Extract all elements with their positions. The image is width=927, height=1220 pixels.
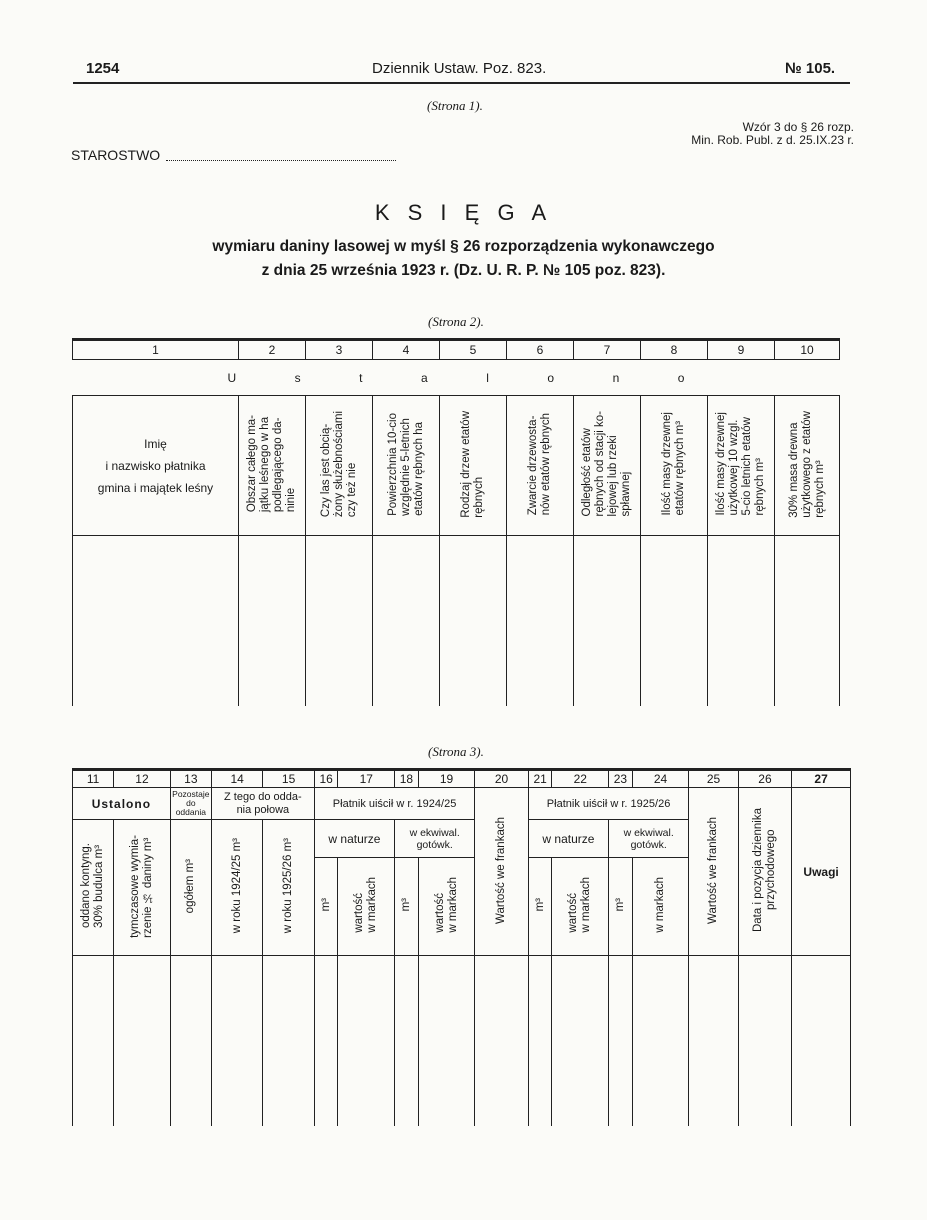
ustalono-spaced (73, 360, 840, 396)
ustalono-letter: a (421, 370, 428, 385)
blank-cell (738, 956, 792, 1126)
blank-entry-row (73, 956, 851, 1126)
unit-header (395, 858, 419, 956)
uwagi-header: Uwagi (792, 788, 851, 956)
col-number: 2 (239, 340, 306, 360)
col-number: 3 (306, 340, 373, 360)
col-number: 25 (689, 770, 738, 788)
ustalono-letter: s (294, 370, 301, 385)
blank-cell (552, 956, 609, 1126)
col-number: 6 (507, 340, 574, 360)
column-header (373, 396, 440, 536)
subtitle-line-2: z dnia 25 września 1923 r. (Dz. U. R. P. № 105 poz. 823). (261, 262, 666, 279)
col-number: 22 (552, 770, 609, 788)
blank-cell (708, 536, 775, 706)
header-text: oddano kontyng. 30% budulca m³ (80, 843, 106, 929)
column-number-row (73, 340, 840, 360)
header-text: Odległość etatów rębnych od stacji ko- lejowej lub rzeki spławnej (581, 411, 632, 517)
column-header (507, 396, 574, 536)
header-text: Ilość masy drzewnej użytkowej 10 wzgl. 5-cio letnich etatów rębnych m³ (715, 412, 766, 516)
book-subtitle (0, 235, 927, 283)
header-rule (73, 82, 850, 84)
w-ekwiwal-header: w ekwiwal. gotówk. (395, 820, 475, 858)
ustalono-letter: l (486, 370, 489, 385)
wzor-line-1: Wzór 3 do § 26 rozp. (742, 120, 854, 134)
group-header-row (73, 788, 851, 820)
blank-cell (395, 956, 419, 1126)
blank-cell (632, 956, 689, 1126)
column-header (306, 396, 373, 536)
header-text: Czy las jest obcią- żony służebnościami czy też nie (319, 410, 358, 518)
header-text: w roku 1924/25 m³ (230, 838, 243, 934)
col-number: 1 (73, 340, 239, 360)
blank-cell (775, 536, 840, 706)
col-number: 19 (418, 770, 475, 788)
column-header (170, 820, 211, 956)
strona-2-label: (Strona 2). (428, 314, 484, 329)
unit-header (632, 858, 689, 956)
header-text: 30% masa drewna użytkowego z etatów rębnych m³ (787, 410, 826, 518)
w-naturze-header: w naturze (314, 820, 394, 858)
blank-cell (373, 536, 440, 706)
starostwo-label: STAROSTWO (71, 147, 161, 163)
ustalono-header: Ustalono (73, 788, 171, 820)
unit-header (552, 858, 609, 956)
col-number: 18 (395, 770, 419, 788)
column-header (440, 396, 507, 536)
w-ekwiwal-header: w ekwiwal. gotówk. (609, 820, 689, 858)
ustalono-letter: U (227, 370, 237, 385)
col-number: 27 (792, 770, 851, 788)
starostwo-line (166, 159, 396, 161)
col-number: 5 (440, 340, 507, 360)
blank-cell (475, 956, 529, 1126)
header-text: m³ (613, 898, 626, 912)
subtitle-line-1: wymiaru daniny lasowej w myśl § 26 rozporządzenia wykonawczego (212, 238, 715, 255)
column-header (211, 820, 262, 956)
blank-cell (338, 956, 395, 1126)
wartosc-frankach-header (689, 788, 738, 956)
header-text: wartość w markach (567, 877, 593, 933)
col-number: 24 (632, 770, 689, 788)
blank-cell (114, 956, 171, 1126)
w-naturze-header: w naturze (528, 820, 608, 858)
column-number-row (73, 770, 851, 788)
ustalono-letter: o (547, 370, 555, 385)
platnik-1925-header: Płatnik uiścił w r. 1925/26 (528, 788, 689, 820)
header-text: Zwarcie drzewosta- nów etatów rębnych (527, 412, 552, 516)
column-header (574, 396, 641, 536)
header-text: m³ (399, 898, 412, 912)
header-text: Wartość we frankach (707, 816, 719, 924)
header-text: ogółem m³ (184, 858, 197, 914)
col-number: 8 (641, 340, 708, 360)
header-text: m³ (533, 898, 546, 912)
unit-header (418, 858, 475, 956)
blank-cell (170, 956, 211, 1126)
pozostaje-header: Pozostaje do oddania (170, 788, 211, 820)
blank-cell (574, 536, 641, 706)
column-header (263, 820, 314, 956)
unit-header (338, 858, 395, 956)
blank-cell (418, 956, 475, 1126)
col-number: 15 (263, 770, 314, 788)
header-text: Data i pozycja dziennika przychodowego (751, 807, 777, 932)
blank-cell (239, 536, 306, 706)
wartosc-frankach-header (475, 788, 529, 956)
col-number: 13 (170, 770, 211, 788)
blank-cell (73, 536, 239, 706)
col-number: 7 (574, 340, 641, 360)
data-pozycja-header (738, 788, 792, 956)
unit-header (314, 858, 338, 956)
blank-cell (73, 956, 114, 1126)
unit-header (528, 858, 552, 956)
col-number: 26 (738, 770, 792, 788)
blank-entry-row (73, 536, 840, 706)
header-text: m³ (319, 898, 332, 912)
header-text: wartość w markach (353, 877, 379, 933)
ustalono-letter: o (677, 370, 685, 385)
header-text: Rodzaj drzew etatów rębnych (460, 410, 485, 518)
blank-cell (263, 956, 314, 1126)
blank-cell (792, 956, 851, 1126)
header-text: Powierzchnia 10-cio względnie 5-letnich etatów rębnych ha (386, 412, 425, 516)
header-text: wartość w markach (433, 877, 459, 933)
blank-cell (641, 536, 708, 706)
name-header-line: gmina i majątek leśny (97, 480, 214, 495)
z-tego-header: Z tego do odda- nia połowa (211, 788, 314, 820)
col-number: 21 (528, 770, 552, 788)
wzor-note (650, 121, 854, 147)
blank-cell (306, 536, 373, 706)
header-text: w roku 1925/26 m³ (282, 838, 295, 934)
platnik-1924-header: Płatnik uiścił w r. 1924/25 (314, 788, 475, 820)
name-column-header (73, 396, 239, 536)
blank-cell (440, 536, 507, 706)
ustalono-letter: n (612, 370, 620, 385)
header-text: w markach (654, 877, 667, 933)
blank-cell (609, 956, 633, 1126)
column-header (708, 396, 775, 536)
ustalono-letter: t (359, 370, 363, 385)
header-text: Wartość we frankach (495, 816, 508, 924)
ustalono-row (73, 360, 840, 396)
unit-header (609, 858, 633, 956)
header-row (73, 396, 840, 536)
strona-3-label: (Strona 3). (428, 744, 484, 759)
col-number: 16 (314, 770, 338, 788)
col-number: 10 (775, 340, 840, 360)
column-header (239, 396, 306, 536)
blank-cell (211, 956, 262, 1126)
table-page-3 (72, 768, 851, 1126)
journal-title: Dziennik Ustaw. Poz. 823. (372, 60, 547, 77)
name-header-line: i nazwisko płatnika (105, 458, 206, 473)
col-number: 20 (475, 770, 529, 788)
book-title: K S I Ę G A (374, 200, 553, 225)
col-number: 12 (114, 770, 171, 788)
blank-cell (507, 536, 574, 706)
col-number: 4 (373, 340, 440, 360)
col-number: 14 (211, 770, 262, 788)
page-number: 1254 (86, 60, 120, 77)
column-header (114, 820, 171, 956)
col-number: 23 (609, 770, 633, 788)
strona-1-label: (Strona 1). (427, 98, 483, 113)
column-header (73, 820, 114, 956)
table-page-2 (72, 338, 840, 706)
issue-number: № 105. (785, 60, 836, 77)
col-number: 17 (338, 770, 395, 788)
col-number: 11 (73, 770, 114, 788)
blank-cell (689, 956, 738, 1126)
header-text: tymczasowe wymia- rzenie ⅓ daniny m³ (128, 834, 154, 938)
col-number: 9 (708, 340, 775, 360)
blank-cell (528, 956, 552, 1126)
header-text: Obszar całego ma- jątku leśnego w ha podlegającego da- ninie (246, 415, 297, 513)
wzor-line-2: Min. Rob. Publ. z d. 25.IX.23 r. (691, 133, 854, 147)
column-header (641, 396, 708, 536)
header-text: Ilość masy drzewnej etatów rębnych m³ (661, 412, 686, 516)
blank-cell (314, 956, 338, 1126)
column-header (775, 396, 840, 536)
name-header-line: Imię (144, 436, 167, 451)
